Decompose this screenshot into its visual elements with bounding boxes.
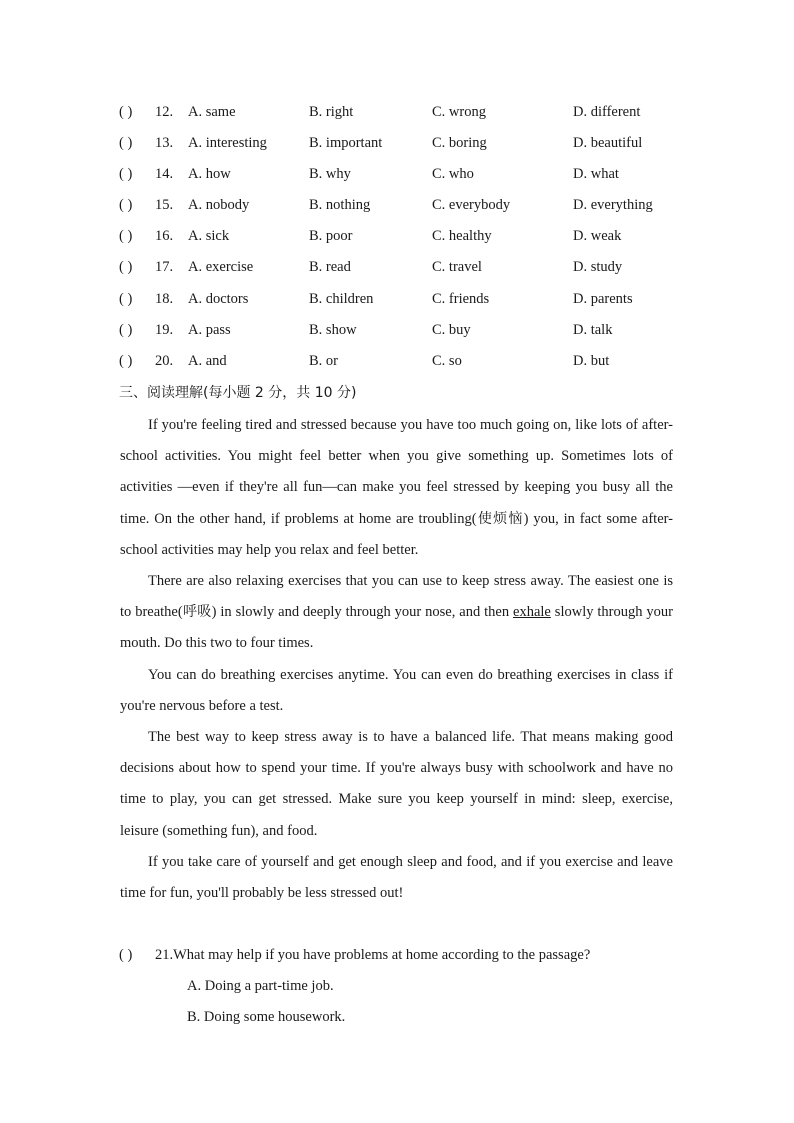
option-c: C. buy	[432, 322, 471, 338]
option-b: B. important	[309, 135, 383, 151]
question-number: 12.	[155, 104, 174, 120]
question-number: 18.	[155, 291, 174, 307]
option-a: A. sick	[188, 228, 230, 244]
question-number: 15.	[155, 197, 174, 213]
answer-blank[interactable]: ( )	[119, 166, 133, 182]
question-stem: What may help if you have problems at home according to the passage?	[173, 947, 591, 963]
option-c: C. so	[432, 353, 462, 369]
choice-a: A. Doing a part-time job.	[187, 978, 334, 994]
option-d: D. everything	[573, 197, 653, 213]
passage-paragraph-5: If you take care of yourself and get enough sleep and food, and if you exercise and leave time for fun, you'll probably be less stressed out!	[120, 853, 673, 902]
option-a: A. doctors	[188, 291, 249, 307]
question-number: 17.	[155, 259, 174, 275]
option-d: D. talk	[573, 322, 613, 338]
chinese-gloss: 呼吸	[182, 604, 212, 621]
option-d: D. parents	[573, 291, 633, 307]
question-number: 16.	[155, 228, 174, 244]
answer-blank[interactable]: ( )	[119, 228, 133, 244]
option-b: B. or	[309, 353, 338, 369]
answer-blank[interactable]: ( )	[119, 947, 133, 963]
answer-blank[interactable]: ( )	[119, 135, 133, 151]
option-d: D. weak	[573, 228, 622, 244]
option-b: B. show	[309, 322, 357, 338]
option-c: C. wrong	[432, 104, 486, 120]
option-b: B. read	[309, 259, 351, 275]
option-d: D. what	[573, 166, 619, 182]
option-a: A. nobody	[188, 197, 250, 213]
answer-blank[interactable]: ( )	[119, 322, 133, 338]
option-c: C. friends	[432, 291, 490, 307]
option-c: C. who	[432, 166, 474, 182]
option-a: A. pass	[188, 322, 231, 338]
underlined-word: exhale	[513, 604, 551, 621]
option-b: B. nothing	[309, 197, 371, 213]
section-title: 三、阅读理解(每小题 2 分，共 10 分)	[119, 385, 357, 401]
question-number: 20.	[155, 353, 174, 369]
option-d: D. beautiful	[573, 135, 643, 151]
question-number: 21.	[155, 947, 174, 963]
choice-b: B. Doing some housework.	[187, 1009, 346, 1025]
option-c: C. everybody	[432, 197, 511, 213]
option-c: C. boring	[432, 135, 487, 151]
answer-blank[interactable]: ( )	[119, 353, 133, 369]
option-b: B. poor	[309, 228, 353, 244]
passage-paragraph-3: You can do breathing exercises anytime. You can even do breathing exercises in class if you're nervous before a test.	[120, 666, 673, 714]
answer-blank[interactable]: ( )	[119, 197, 133, 213]
answer-blank[interactable]: ( )	[119, 259, 133, 275]
option-c: C. travel	[432, 259, 482, 275]
option-a: A. same	[188, 104, 236, 120]
question-number: 14.	[155, 166, 174, 182]
option-d: D. study	[573, 259, 623, 275]
passage-paragraph-2: There are also relaxing exercises that you can use to keep stress away. The easiest one is to breathe(呼吸) in slowly and deeply through your nose, and then exhale slowly through your mouth. Do this two to four times.	[120, 573, 674, 652]
option-b: B. why	[309, 166, 351, 182]
option-a: A. how	[188, 166, 231, 182]
option-c: C. healthy	[432, 228, 492, 244]
passage-paragraph-1: If you're feeling tired and stressed because you have too much going on, like lots of after-school activities. You might feel better when you give something up. Sometimes lots of activities —even if they're all fun—can make you feel stressed by keeping you busy all the time. On the other hand, if problems at home are troubling(使烦恼) you, in fact some after-school activities may help you relax and feel better.	[120, 417, 673, 558]
reading-passage	[120, 410, 673, 909]
option-a: A. interesting	[188, 135, 267, 151]
option-d: D. different	[573, 104, 641, 120]
question-number: 13.	[155, 135, 174, 151]
option-a: A. exercise	[188, 259, 254, 275]
option-b: B. right	[309, 104, 354, 120]
option-b: B. children	[309, 291, 374, 307]
answer-blank[interactable]: ( )	[119, 291, 133, 307]
passage-paragraph-4: The best way to keep stress away is to have a balanced life. That means making good decisions about how to spend your time. If you're always busy with schoolwork and have no time to play, you can get stressed. Make sure you keep yourself in mind: sleep, exercise, leisure (something fun), and food.	[120, 729, 673, 839]
option-a: A. and	[188, 353, 227, 369]
answer-blank[interactable]: ( )	[119, 104, 133, 120]
question-number: 19.	[155, 322, 174, 338]
option-d: D. but	[573, 353, 610, 369]
chinese-gloss: 使烦恼	[476, 510, 524, 527]
